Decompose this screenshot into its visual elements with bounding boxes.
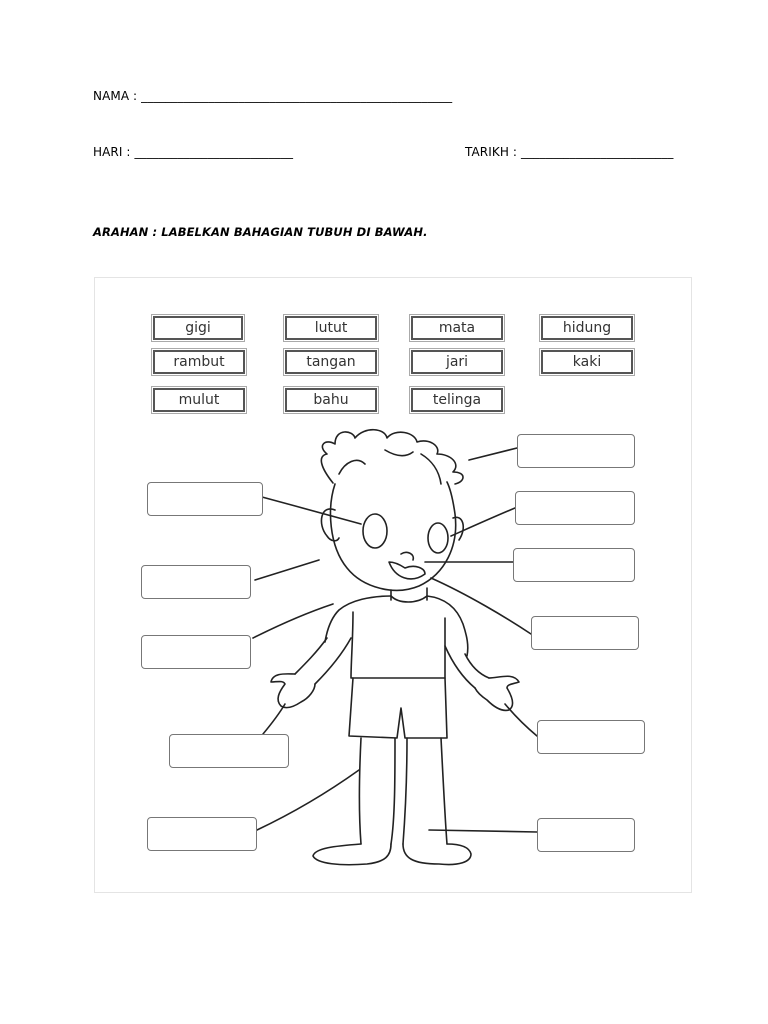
answer-box-7[interactable] [531,616,639,650]
word-card-hidung: hidung [541,316,633,340]
word-card-bahu: bahu [285,388,377,412]
answer-box-6[interactable] [141,635,251,669]
word-card-kaki: kaki [541,350,633,374]
instruction-text: ARAHAN : LABELKAN BAHAGIAN TUBUH DI BAWAH. [93,225,428,239]
answer-box-11[interactable] [537,818,635,852]
answer-box-4[interactable] [141,565,251,599]
word-card-mulut: mulut [153,388,245,412]
answer-box-8[interactable] [169,734,289,768]
name-line [93,89,452,103]
date-blank[interactable]: _________________________ [520,145,674,159]
day-line [93,145,293,159]
answer-box-1[interactable] [517,434,635,468]
body-parts-figure [94,277,692,893]
word-card-telinga: telinga [411,388,503,412]
word-card-lutut: lutut [285,316,377,340]
word-card-jari: jari [411,350,503,374]
word-card-tangan: tangan [285,350,377,374]
word-card-rambut: rambut [153,350,245,374]
answer-box-10[interactable] [147,817,257,851]
word-card-mata: mata [411,316,503,340]
answer-box-2[interactable] [147,482,263,516]
answer-box-5[interactable] [513,548,635,582]
answer-box-9[interactable] [537,720,645,754]
name-blank[interactable]: ___________________________________________________ [141,89,453,103]
answer-box-3[interactable] [515,491,635,525]
date-label: TARIKH : [465,145,518,159]
day-label: HARI : [93,145,131,159]
date-line [465,145,673,159]
day-blank[interactable]: __________________________ [134,145,294,159]
name-label: NAMA : [93,89,138,103]
word-card-gigi: gigi [153,316,243,340]
